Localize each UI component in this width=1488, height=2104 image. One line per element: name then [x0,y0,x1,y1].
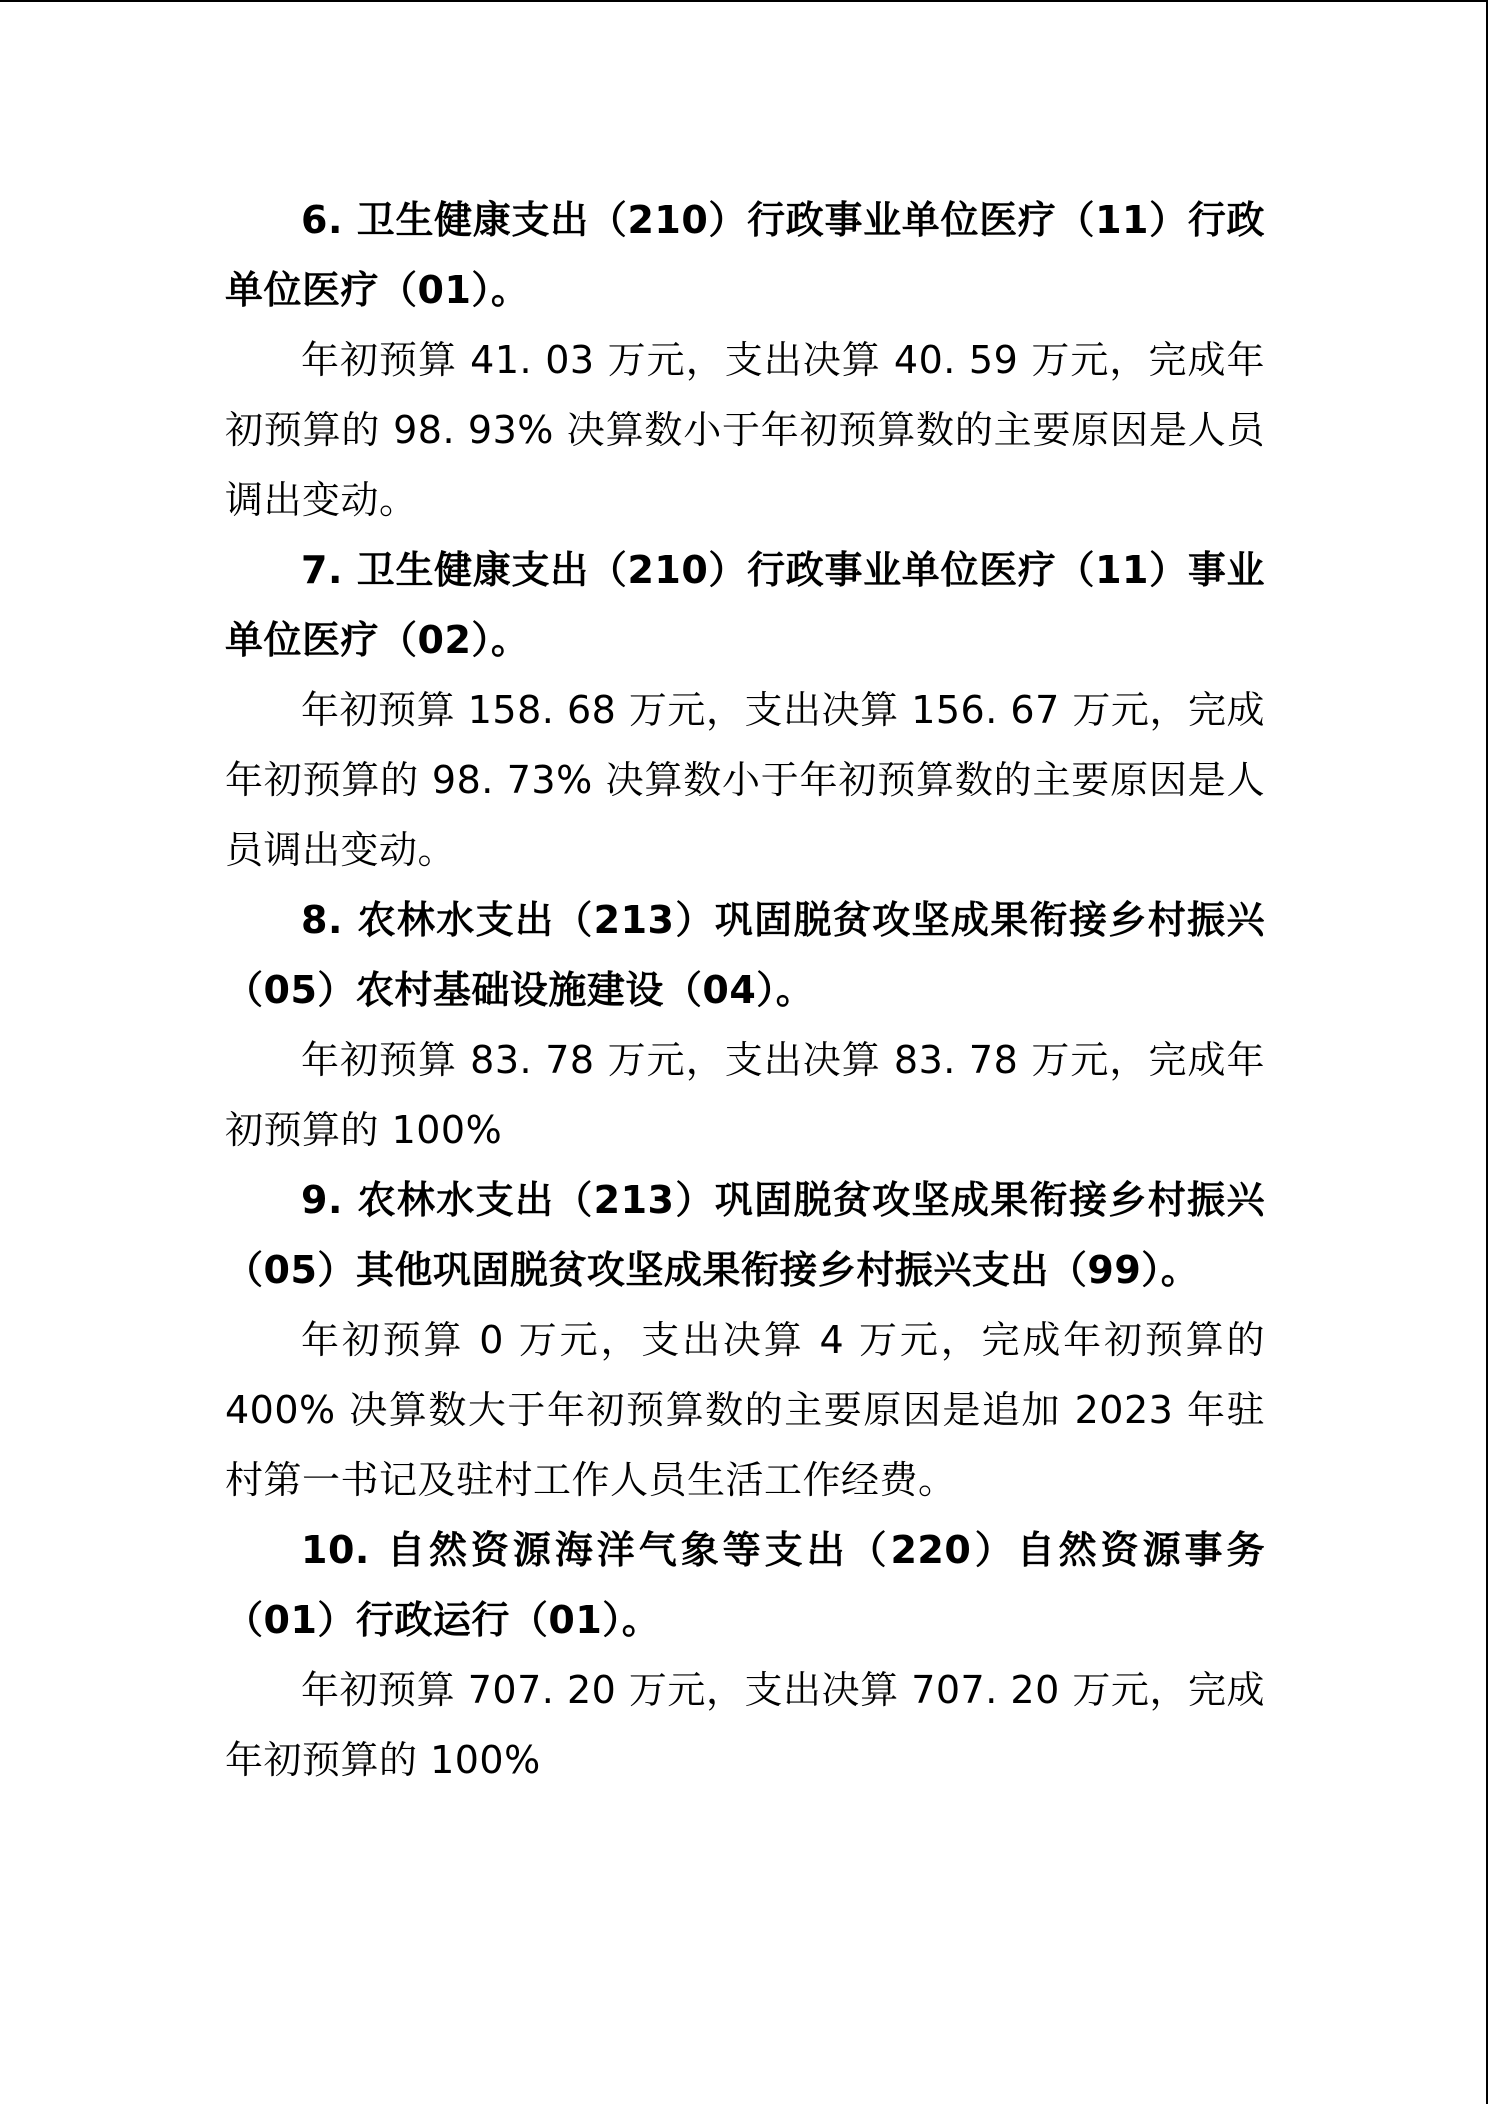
section-body-8: 年初预算 83. 78 万元，支出决算 83. 78 万元，完成年初预算的 100% [225,1038,1265,1152]
section-body-10: 年初预算 707. 20 万元，支出决算 707. 20 万元，完成年初预算的 100% [225,1668,1265,1782]
section-heading-9: 9. 农林水支出（213）巩固脱贫攻坚成果衔接乡村振兴（05）其他巩固脱贫攻坚成果衔接乡村振兴支出（99）。 [225,1178,1265,1292]
section-body-6: 年初预算 41. 03 万元，支出决算 40. 59 万元，完成年初预算的 98. 93% 决算数小于年初预算数的主要原因是人员调出变动。 [225,338,1265,522]
section-heading-6: 6. 卫生健康支出（210）行政事业单位医疗（11）行政单位医疗（01）。 [225,198,1265,312]
section-body-7: 年初预算 158. 68 万元，支出决算 156. 67 万元，完成年初预算的 98. 73% 决算数小于年初预算数的主要原因是人员调出变动。 [225,688,1265,872]
section-body-9: 年初预算 0 万元，支出决算 4 万元，完成年初预算的 400% 决算数大于年初预算数的主要原因是追加 2023 年驻村第一书记及驻村工作人员生活工作经费。 [225,1318,1265,1502]
section-heading-8: 8. 农林水支出（213）巩固脱贫攻坚成果衔接乡村振兴（05）农村基础设施建设（04）。 [225,898,1265,1012]
section-heading-10: 10. 自然资源海洋气象等支出（220）自然资源事务（01）行政运行（01）。 [225,1528,1265,1642]
document-body [225,185,1265,1795]
section-heading-7: 7. 卫生健康支出（210）行政事业单位医疗（11）事业单位医疗（02）。 [225,548,1265,662]
